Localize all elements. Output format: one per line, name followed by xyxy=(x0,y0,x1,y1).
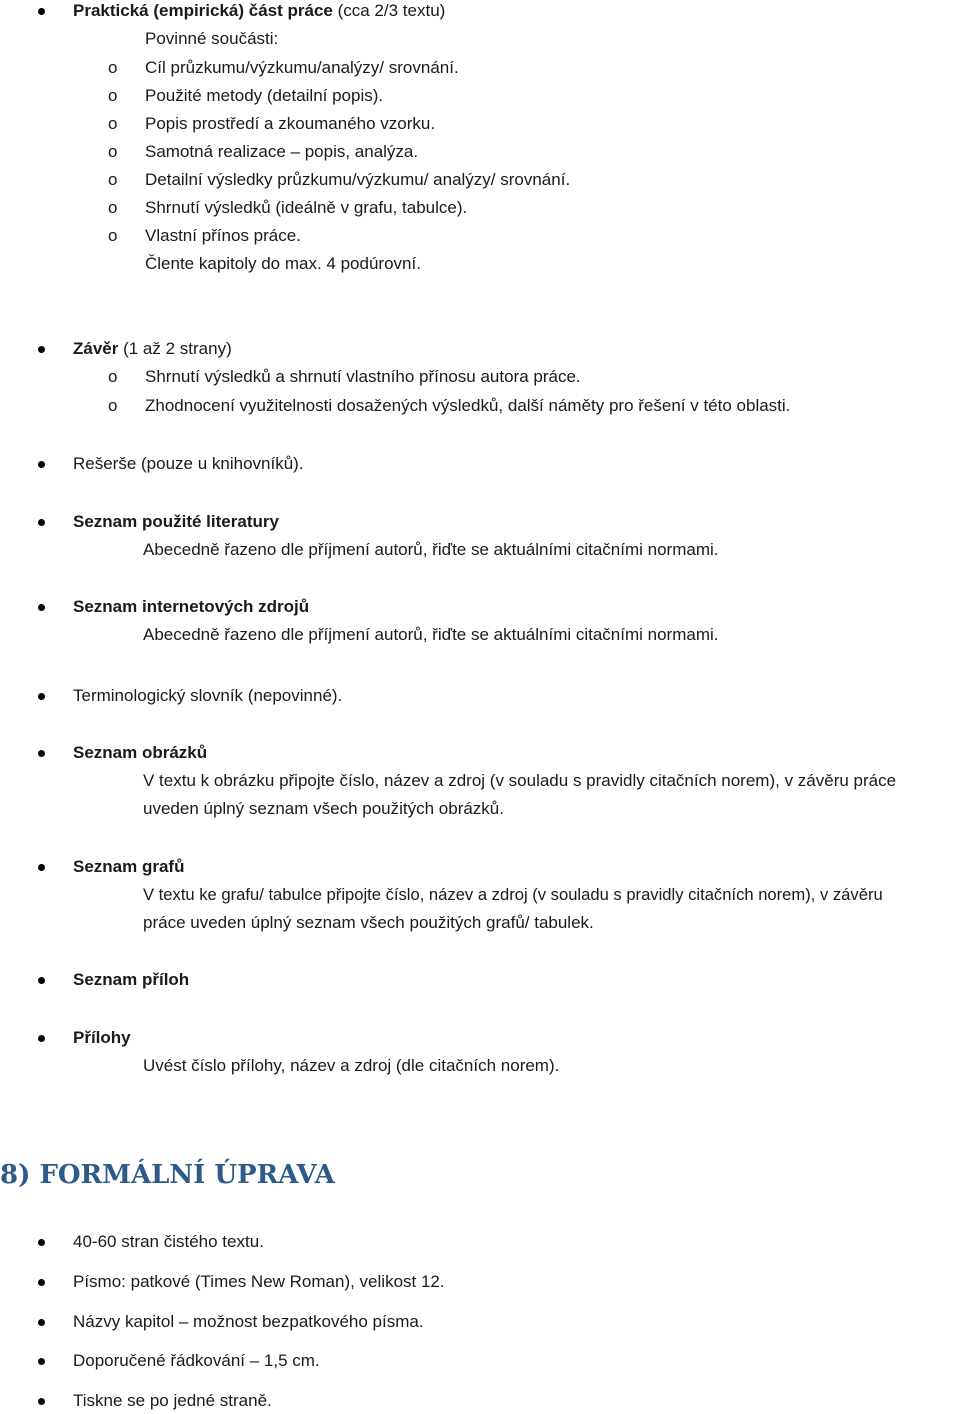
practical-item: Samotná realizace – popis, analýza. xyxy=(145,142,419,161)
conclusion-title xyxy=(73,338,232,360)
practical-item: Shrnutí výsledků (ideálně v grafu, tabulce). xyxy=(145,198,468,217)
appendices-title: Přílohy xyxy=(73,1028,131,1047)
bullet-icon xyxy=(38,977,45,984)
practical-title-bold: Praktická (empirická) část práce xyxy=(73,1,333,20)
bullet-icon xyxy=(38,604,45,611)
bullet-icon xyxy=(38,693,45,700)
section-heading: 8) FORMÁLNÍ ÚPRAVA xyxy=(0,1160,335,1190)
circle-bullet-icon: o xyxy=(108,367,118,386)
bullet-icon xyxy=(38,864,45,871)
conclusion-item: Shrnutí výsledků a shrnutí vlastního přínosu autora práce. xyxy=(145,367,581,386)
charts-title: Seznam grafů xyxy=(73,857,185,876)
circle-bullet-icon: o xyxy=(108,86,118,105)
bullet-icon xyxy=(38,1319,45,1326)
circle-bullet-icon: o xyxy=(108,198,118,217)
bullet-icon xyxy=(38,1398,45,1405)
circle-bullet-icon: o xyxy=(108,114,118,133)
charts-desc-2: práce uveden úplný seznam všech použitých grafů/ tabulek. xyxy=(143,913,594,932)
bullet-icon xyxy=(38,1358,45,1365)
images-desc-1: V textu k obrázku připojte číslo, název a zdroj (v souladu s pravidly citačních norem), v závěru práce xyxy=(143,771,897,790)
internet-title: Seznam internetových zdrojů xyxy=(73,597,310,616)
practical-item: Cíl průzkumu/výzkumu/analýzy/ srovnání. xyxy=(145,58,459,77)
bullet-icon xyxy=(38,1279,45,1286)
formal-item: Tiskne se po jedné straně. xyxy=(73,1391,272,1410)
practical-item: Detailní výsledky průzkumu/výzkumu/ analýzy/ srovnání. xyxy=(145,170,571,189)
images-desc-2: uveden úplný seznam všech použitých obrázků. xyxy=(143,799,504,818)
conclusion-title-rest: (1 až 2 strany) xyxy=(118,339,232,358)
bullet-icon xyxy=(38,1239,45,1246)
bullet-icon xyxy=(38,461,45,468)
search-item: Rešerše (pouze u knihovníků). xyxy=(73,454,304,473)
bullet-icon xyxy=(38,8,45,15)
circle-bullet-icon: o xyxy=(108,142,118,161)
bullet-icon xyxy=(38,346,45,353)
circle-bullet-icon: o xyxy=(108,170,118,189)
practical-title xyxy=(73,0,445,22)
conclusion-item: Zhodnocení využitelnosti dosažených výsledků, další náměty pro řešení v této oblasti. xyxy=(145,396,791,415)
formal-item: Písmo: patkové (Times New Roman), velikost 12. xyxy=(73,1272,445,1291)
literature-desc: Abecedně řazeno dle příjmení autorů, řiďte se aktuálními citačními normami. xyxy=(143,540,719,559)
practical-required: Povinné součásti: xyxy=(145,29,279,48)
circle-bullet-icon: o xyxy=(108,58,118,77)
practical-item: Vlastní přínos práce. xyxy=(145,226,301,245)
images-title: Seznam obrázků xyxy=(73,743,208,762)
charts-desc-1: V textu ke grafu/ tabulce připojte číslo, název a zdroj (v souladu s pravidly citačních norem), v závěru xyxy=(143,885,883,904)
practical-title-rest: (cca 2/3 textu) xyxy=(332,1,446,20)
bullet-icon xyxy=(38,750,45,757)
glossary-item: Terminologický slovník (nepovinné). xyxy=(73,686,343,705)
formal-item: Názvy kapitol – možnost bezpatkového písma. xyxy=(73,1312,424,1331)
bullet-icon xyxy=(38,519,45,526)
internet-desc: Abecedně řazeno dle příjmení autorů, řiďte se aktuálními citačními normami. xyxy=(143,625,719,644)
circle-bullet-icon: o xyxy=(108,396,118,415)
conclusion-title-bold: Závěr xyxy=(73,339,119,358)
appendix-list-title: Seznam příloh xyxy=(73,970,190,989)
circle-bullet-icon: o xyxy=(108,226,118,245)
formal-item: Doporučené řádkování – 1,5 cm. xyxy=(73,1351,320,1370)
formal-item: 40-60 stran čistého textu. xyxy=(73,1232,264,1251)
literature-title: Seznam použité literatury xyxy=(73,512,279,531)
appendices-desc: Uvést číslo přílohy, název a zdroj (dle citačních norem). xyxy=(143,1056,560,1075)
practical-item: Popis prostředí a zkoumaného vzorku. xyxy=(145,114,436,133)
practical-note: Člente kapitoly do max. 4 podúrovní. xyxy=(145,254,421,273)
practical-item: Použité metody (detailní popis). xyxy=(145,86,384,105)
bullet-icon xyxy=(38,1035,45,1042)
